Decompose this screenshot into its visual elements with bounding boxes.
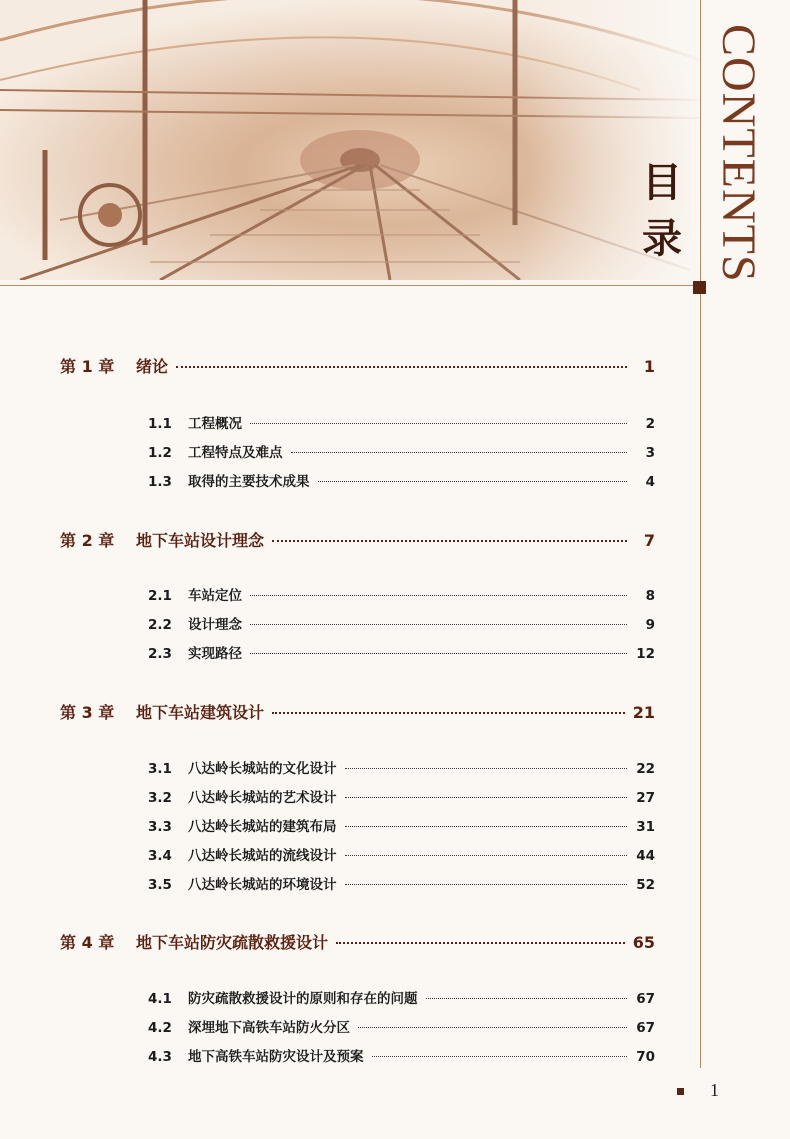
section-number: 3.1 xyxy=(148,761,172,777)
toc-section-3-4[interactable] xyxy=(148,844,655,864)
toc-section-3-3[interactable] xyxy=(148,815,655,835)
dot-leader xyxy=(272,712,625,714)
toc-section-3-1[interactable] xyxy=(148,757,655,777)
toc-chapter-4[interactable] xyxy=(60,930,655,953)
dot-leader xyxy=(250,423,627,424)
footer-square-ornament xyxy=(677,1088,684,1095)
dot-leader xyxy=(345,855,628,856)
dot-leader xyxy=(372,1056,628,1057)
page-number-ref: 52 xyxy=(636,877,655,893)
page-number-ref: 27 xyxy=(636,790,655,806)
chapter-label: 第 1 章 xyxy=(60,357,115,376)
page-number-ref: 44 xyxy=(636,848,655,864)
page-number-ref: 7 xyxy=(643,531,655,550)
dot-leader xyxy=(345,826,628,827)
page-number-ref: 67 xyxy=(636,991,655,1007)
title-char-lu: 录 xyxy=(642,216,682,262)
dot-leader xyxy=(426,998,628,999)
toc-section-2-2[interactable] xyxy=(148,613,655,633)
page-number-ref: 70 xyxy=(636,1049,655,1065)
toc-chapter-3[interactable] xyxy=(60,700,655,723)
section-title: 八达岭长城站的艺术设计 xyxy=(188,790,337,806)
chapter-title: 绪论 xyxy=(136,357,169,376)
dot-leader xyxy=(345,797,628,798)
page-number-ref: 3 xyxy=(645,445,655,461)
margin-divider-line xyxy=(700,0,701,1068)
section-number: 3.5 xyxy=(148,877,172,893)
chapter-label: 第 3 章 xyxy=(60,703,115,722)
toc-section-1-1[interactable] xyxy=(148,412,655,432)
toc-section-3-5[interactable] xyxy=(148,873,655,893)
toc-chapter-2[interactable] xyxy=(60,528,655,551)
dot-leader xyxy=(345,884,628,885)
dot-leader xyxy=(345,768,628,769)
page-number-ref: 21 xyxy=(632,703,655,722)
toc-section-4-2[interactable] xyxy=(148,1016,655,1036)
section-number: 2.1 xyxy=(148,588,172,604)
toc-section-1-2[interactable] xyxy=(148,441,655,461)
section-title: 深埋地下高铁车站防火分区 xyxy=(188,1020,350,1036)
chapter-title: 地下车站设计理念 xyxy=(136,531,265,550)
page-number-ref: 22 xyxy=(636,761,655,777)
section-number: 1.3 xyxy=(148,474,172,490)
section-number: 3.4 xyxy=(148,848,172,864)
section-title: 八达岭长城站的环境设计 xyxy=(188,877,337,893)
section-title: 八达岭长城站的文化设计 xyxy=(188,761,337,777)
dot-leader xyxy=(250,624,627,625)
section-number: 1.1 xyxy=(148,416,172,432)
dot-leader xyxy=(250,595,627,596)
section-number: 3.2 xyxy=(148,790,172,806)
title-char-mu: 目 xyxy=(642,160,682,206)
toc-section-4-3[interactable] xyxy=(148,1045,655,1065)
dot-leader xyxy=(318,481,628,482)
toc-section-4-1[interactable] xyxy=(148,987,655,1007)
toc-section-2-3[interactable] xyxy=(148,642,655,662)
contents-chinese-title xyxy=(632,155,692,267)
dot-leader xyxy=(358,1027,627,1028)
page-number-ref: 65 xyxy=(632,933,655,952)
section-title: 工程特点及难点 xyxy=(188,445,283,461)
dot-leader xyxy=(272,540,627,542)
section-title: 八达岭长城站的建筑布局 xyxy=(188,819,337,835)
chapter-label: 第 4 章 xyxy=(60,933,115,952)
section-number: 4.1 xyxy=(148,991,172,1007)
page-number-ref: 9 xyxy=(645,617,655,633)
section-title: 车站定位 xyxy=(188,588,242,604)
section-title: 工程概况 xyxy=(188,416,242,432)
page-number-ref: 1 xyxy=(643,357,655,376)
section-title: 八达岭长城站的流线设计 xyxy=(188,848,337,864)
section-number: 2.2 xyxy=(148,617,172,633)
toc-section-2-1[interactable] xyxy=(148,584,655,604)
toc-chapter-1[interactable] xyxy=(60,354,655,377)
section-number: 2.3 xyxy=(148,646,172,662)
section-title: 实现路径 xyxy=(188,646,242,662)
section-title: 地下高铁车站防灾设计及预案 xyxy=(188,1049,364,1065)
toc-section-3-2[interactable] xyxy=(148,786,655,806)
section-number: 4.3 xyxy=(148,1049,172,1065)
page-number-ref: 67 xyxy=(636,1020,655,1036)
chapter-label: 第 2 章 xyxy=(60,531,115,550)
page-number-ref: 4 xyxy=(645,474,655,490)
page-number-ref: 31 xyxy=(636,819,655,835)
section-title: 设计理念 xyxy=(188,617,242,633)
chapter-title: 地下车站防灾疏散救援设计 xyxy=(136,933,329,952)
section-title: 防灾疏散救援设计的原则和存在的问题 xyxy=(188,991,418,1007)
section-number: 4.2 xyxy=(148,1020,172,1036)
page-number-ref: 2 xyxy=(645,416,655,432)
contents-vertical-title: CONTENTS xyxy=(712,24,765,283)
dot-leader xyxy=(176,366,627,368)
corner-square-ornament xyxy=(693,281,706,294)
header-tunnel-illustration xyxy=(0,0,700,280)
page-number-ref: 12 xyxy=(636,646,655,662)
page-number-ref: 8 xyxy=(645,588,655,604)
toc-section-1-3[interactable] xyxy=(148,470,655,490)
section-number: 1.2 xyxy=(148,445,172,461)
dot-leader xyxy=(336,942,625,944)
section-number: 3.3 xyxy=(148,819,172,835)
dot-leader xyxy=(291,452,628,453)
page-number: 1 xyxy=(710,1080,719,1100)
dot-leader xyxy=(250,653,627,654)
chapter-title: 地下车站建筑设计 xyxy=(136,703,265,722)
section-title: 取得的主要技术成果 xyxy=(188,474,310,490)
header-divider-line xyxy=(0,285,700,286)
